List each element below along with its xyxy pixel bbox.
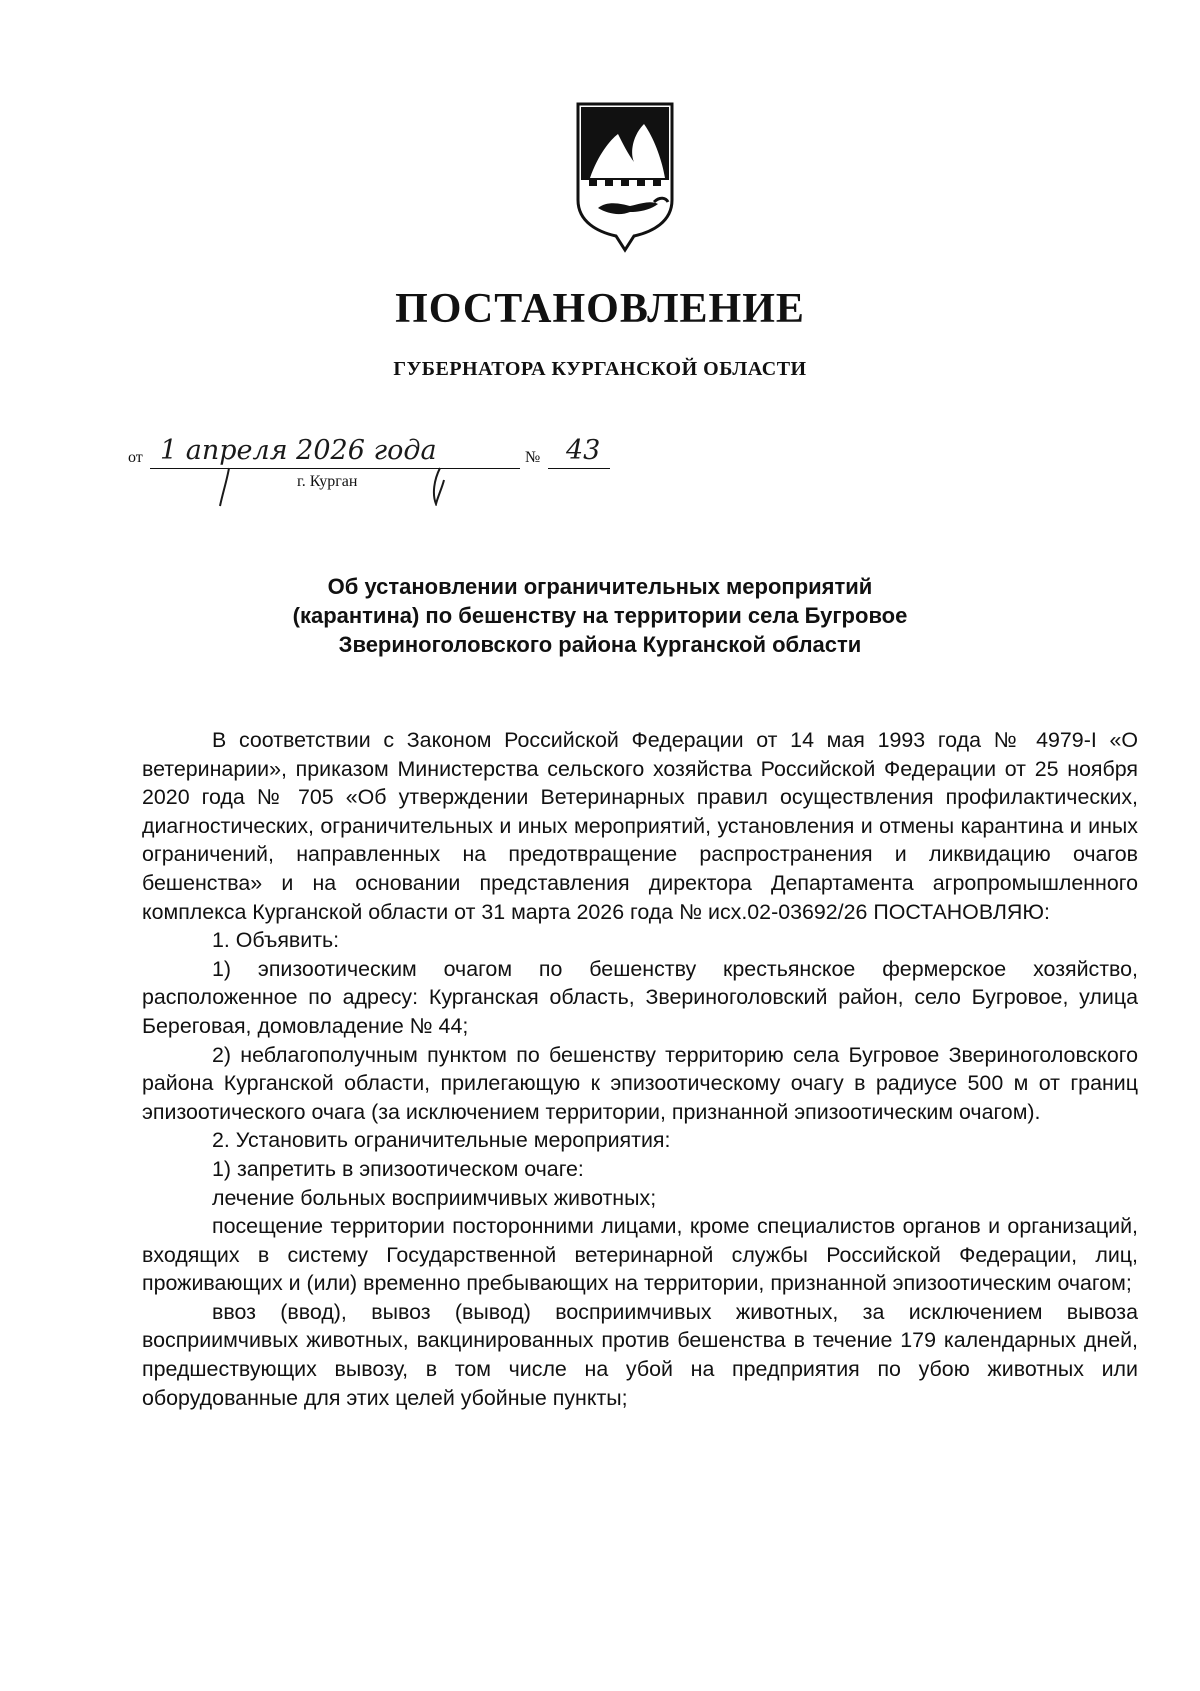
heading-line: (карантина) по бешенству на территории села Бугровое	[292, 603, 908, 628]
number-label: №	[525, 449, 541, 466]
document-heading	[130, 572, 1070, 659]
handwritten-stroke	[428, 466, 450, 506]
heading-line: Об установлении ограничительных мероприятий	[327, 574, 873, 599]
clause-paragraph: 1) запретить в эпизоотическом очаге:	[212, 1156, 584, 1181]
handwritten-stroke	[215, 466, 235, 508]
date-underline	[150, 468, 520, 469]
clause-paragraph: лечение больных восприимчивых животных;	[212, 1185, 657, 1210]
handwritten-number: 43	[566, 435, 601, 466]
clause-paragraph: 1) эпизоотическим очагом по бешенству крестьянское фермерское хозяйство, расположенное по адресу: Курганская область, Звериноголовский район, село Бугровое, улица Береговая, домовладение № 44;	[142, 956, 1138, 1038]
coat-of-arms-emblem	[570, 100, 680, 260]
clause-paragraph: 2. Установить ограничительные мероприятия:	[212, 1128, 671, 1153]
date-from-label: от	[128, 449, 143, 466]
document-subtitle: ГУБЕРНАТОРА КУРГАНСКОЙ ОБЛАСТИ	[393, 358, 807, 380]
document-body	[142, 726, 1138, 1412]
clause-paragraph: посещение территории посторонними лицами, кроме специалистов органов и организаций, входящих в систему Государственной ветеринарной службы Российской Федерации, лиц, проживающих и (или) временно пребывающих на территории, признанной эпизоотическим очагом;	[142, 1214, 1138, 1296]
clause-paragraph: 2) неблагополучным пунктом по бешенству территорию села Бугровое Звериноголовского района Курганской области, прилегающую к эпизоотическому очагу в радиусе 500 м от границ эпизоотического очага (за исключением территории, признанной эпизоотическим очагом).	[142, 1042, 1138, 1124]
clause-paragraph: ввоз (ввод), вывоз (вывод) восприимчивых животных, за исключением вывоза восприимчивых животных, вакцинированных против бешенства в течение 179 календарных дней, предшествующих вывозу, в том числе на убой на предприятия по убою животных или оборудованные для этих целей убойные пункты;	[142, 1299, 1138, 1410]
document-title: ПОСТАНОВЛЕНИЕ	[395, 286, 805, 332]
heading-line: Звериноголовского района Курганской области	[338, 632, 862, 657]
city-label: г. Курган	[297, 473, 358, 490]
clause-paragraph: 1. Объявить:	[212, 928, 340, 953]
handwritten-date: 1 апреля 2026 года	[160, 435, 437, 466]
preamble-paragraph: В соответствии с Законом Российской Федерации от 14 мая 1993 года № 4979-I «О ветеринарии», приказом Министерства сельского хозяйства Российской Федерации от 25 ноября 2020 года № 705 «Об утверждении Ветеринарных правил осуществления профилактических, диагностических, ограничительных и иных мероприятий, установления и отмены карантина и иных ограничений, направленных на предотвращение распространения и ликвидацию очагов бешенства» и на основании представления директора Департамента агропромышленного комплекса Курганской области от 31 марта 2026 года № исх.02-03692/26 ПОСТАНОВЛЯЮ:	[142, 728, 1138, 924]
number-underline	[548, 468, 610, 469]
